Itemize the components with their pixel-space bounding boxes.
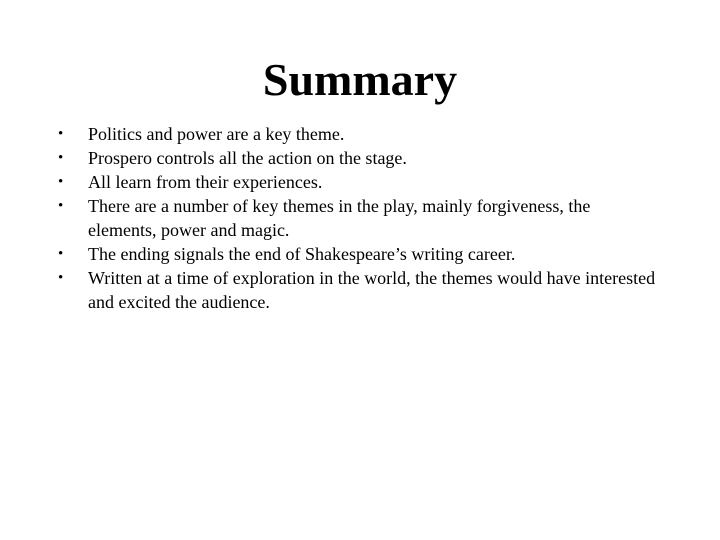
bullet-icon: • [58, 126, 64, 142]
bullet-text: The ending signals the end of Shakespeare’s writing career. [88, 244, 516, 264]
slide-title: Summary [262, 54, 458, 105]
list-item [58, 242, 658, 266]
list-item [58, 266, 658, 314]
bullet-text: All learn from their experiences. [88, 172, 323, 192]
bullet-icon: • [58, 270, 64, 286]
bullet-text: There are a number of key themes in the play, mainly forgiveness, the elements, power and magic. [88, 196, 591, 240]
bullet-text: Prospero controls all the action on the stage. [88, 148, 407, 168]
bullet-icon: • [58, 150, 64, 166]
bullet-text: Politics and power are a key theme. [88, 124, 345, 144]
list-item [58, 146, 658, 170]
bullet-text: Written at a time of exploration in the world, the themes would have interested and excited the audience. [88, 268, 656, 312]
bullet-icon: • [58, 246, 64, 262]
list-item [58, 170, 658, 194]
list-item [58, 122, 658, 146]
list-item [58, 194, 658, 242]
bullet-list [58, 122, 658, 314]
bullet-icon: • [58, 198, 64, 214]
bullet-icon: • [58, 174, 64, 190]
